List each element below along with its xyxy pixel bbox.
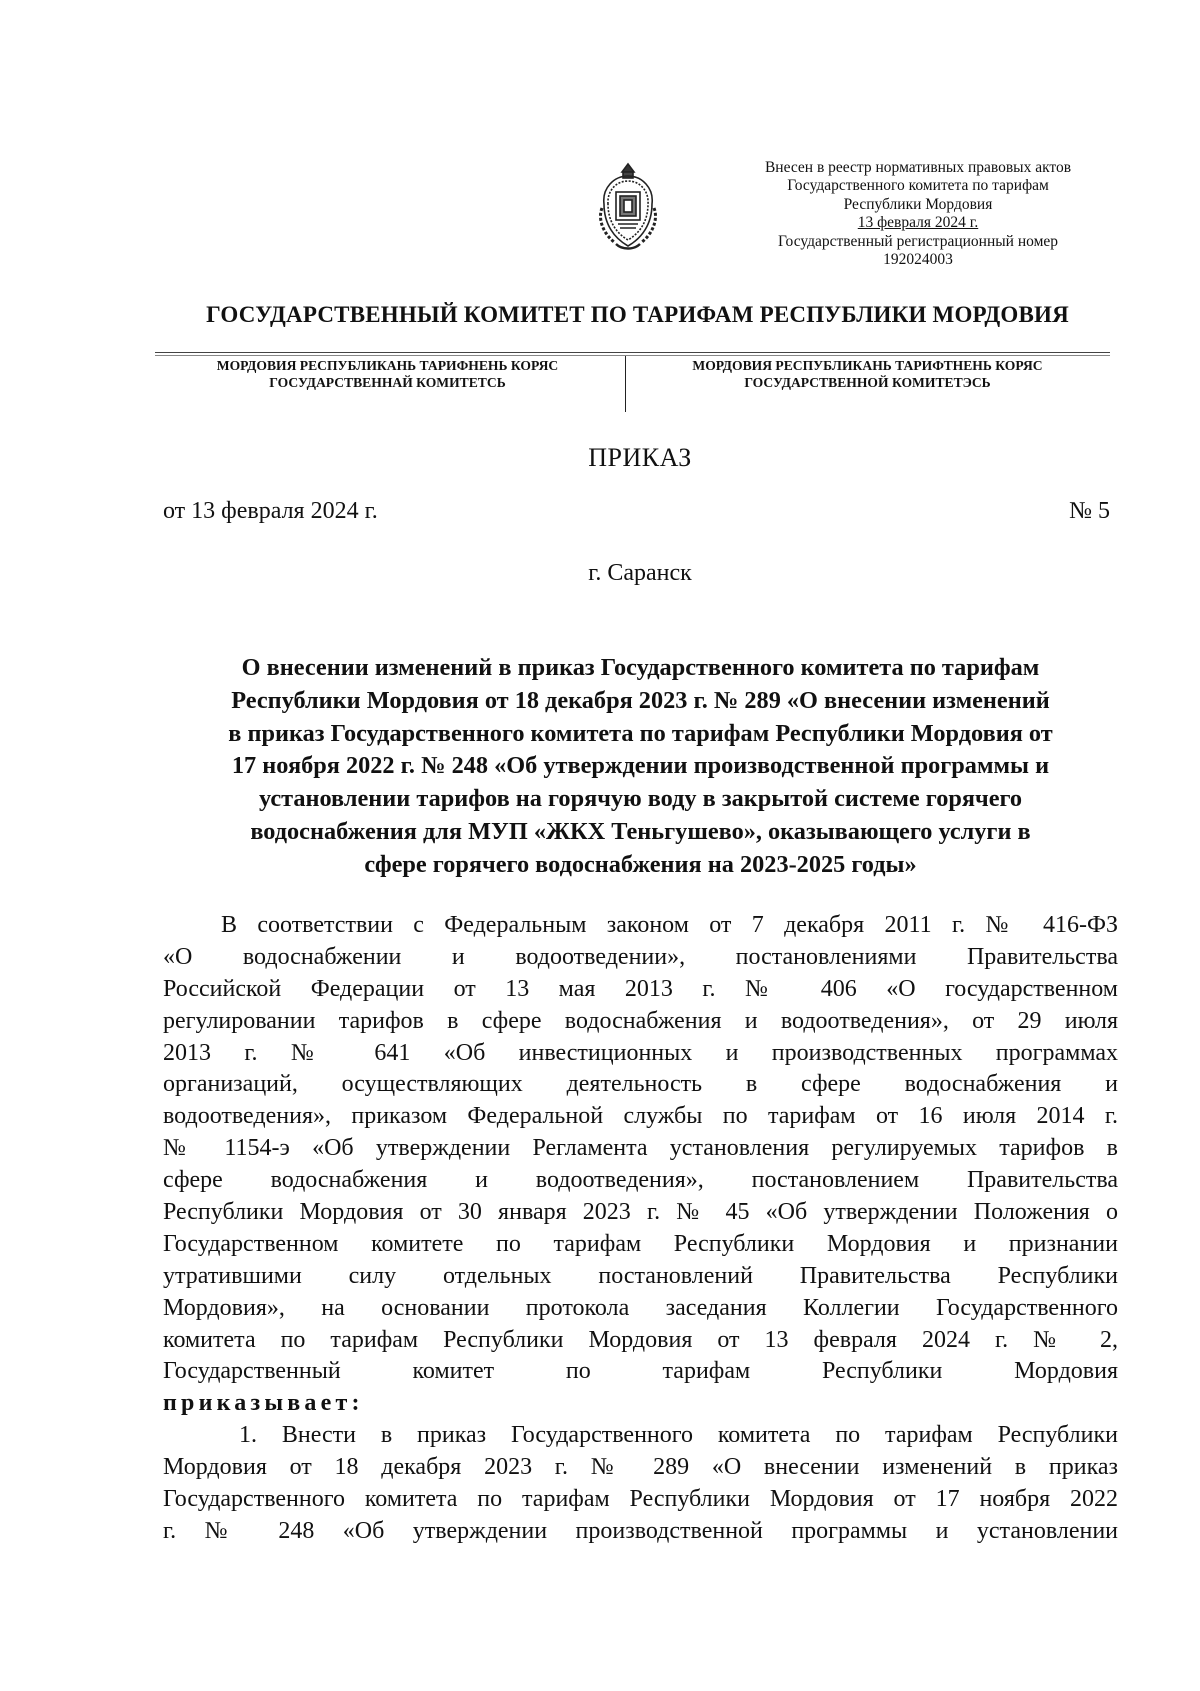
header-divider-thin: [155, 355, 1110, 356]
erzya-line: ГОСУДАРСТВЕННОЙ КОМИТЕТЭСЬ: [744, 375, 991, 390]
header-divider: [155, 352, 1110, 353]
item-line: 1. Внести в приказ Государственного комитета по тарифам Республики: [239, 1422, 1118, 1449]
committee-title: ГОСУДАРСТВЕННЫЙ КОМИТЕТ ПО ТАРИФАМ РЕСПУБЛИКИ МОРДОВИЯ: [206, 302, 1069, 327]
committee-name-moksha: [160, 357, 615, 391]
registry-number-label: Государственный регистрационный номер: [777, 232, 1059, 250]
subject-line: водоснабжения для МУП «ЖКХ Теньгушево», оказывающего услуги в: [250, 817, 1031, 845]
order-subject: [163, 652, 1118, 882]
subject-line: 17 ноября 2022 г. № 248 «Об утверждении производственной программы и: [231, 752, 1050, 780]
subject-line: в приказ Государственного комитета по тарифам Республики Мордовия от: [228, 719, 1053, 747]
preamble-line: Государственный комитет по тарифам Республики Мордовия: [163, 1358, 1118, 1385]
registry-date: 13 февраля 2024 г.: [857, 214, 979, 232]
header-column-divider: [625, 356, 626, 412]
item-line: Мордовия от 18 декабря 2023 г. № 289 «О внесении изменений в приказ: [163, 1454, 1118, 1481]
decree-word-line: [163, 1388, 1118, 1420]
moksha-line: МОРДОВИЯ РЕСПУБЛИКАНЬ ТАРИФНЕНЬ КОРЯС: [216, 358, 559, 373]
subject-line: установлении тарифов на горячую воду в закрытой системе горячего: [258, 785, 1023, 813]
decree-word: приказывает:: [163, 1390, 364, 1417]
registry-number: 192024003: [883, 251, 953, 269]
order-number: № 5: [1069, 498, 1110, 524]
preamble-line: водоотведения», приказом Федеральной службы по тарифам от 16 июля 2014 г.: [163, 1103, 1118, 1130]
moksha-line: ГОСУДАРСТВЕННАЙ КОМИТЕТСЬ: [269, 375, 506, 390]
registry-line: Внесен в реестр нормативных правовых актов: [764, 159, 1072, 176]
subject-line: О внесении изменений в приказ Государственного комитета по тарифам: [241, 654, 1040, 681]
preamble-line: «О водоснабжении и водоотведении», постановлениями Правительства: [163, 943, 1118, 970]
preamble-line: регулировании тарифов в сфере водоснабжения и водоотведения», от 29 июля: [163, 1007, 1118, 1034]
order-title: ПРИКАЗ: [588, 443, 692, 472]
preamble-line: Российской Федерации от 13 мая 2013 г. № 406 «О государственном: [163, 975, 1118, 1002]
order-body: [163, 910, 1118, 1548]
committee-name-erzya: [635, 357, 1100, 391]
registry-line: Республики Мордовия: [843, 195, 993, 213]
erzya-line: МОРДОВИЯ РЕСПУБЛИКАНЬ ТАРИФТНЕНЬ КОРЯС: [692, 358, 1043, 373]
preamble-line: организаций, осуществляющих деятельность в сфере водоснабжения и: [163, 1071, 1118, 1098]
preamble-line: Республики Мордовия от 30 января 2023 г. № 45 «Об утверждении Положения о: [163, 1199, 1118, 1226]
registry-note: [718, 159, 1118, 269]
subject-line: Республики Мордовия от 18 декабря 2023 г. № 289 «О внесении изменений: [231, 686, 1050, 714]
preamble-line: комитета по тарифам Республики Мордовия от 13 февраля 2024 г. № 2,: [163, 1326, 1118, 1353]
order-date: от 13 февраля 2024 г.: [163, 498, 378, 524]
preamble-line: утратившими силу отдельных постановлений Правительства Республики: [163, 1262, 1118, 1289]
preamble-line: Мордовия», на основании протокола заседания Коллегии Государственного: [163, 1294, 1118, 1321]
item-line: г. № 248 «Об утверждении производственной программы и установлении: [163, 1517, 1118, 1544]
item-line: Государственного комитета по тарифам Республики Мордовия от 17 ноября 2022: [163, 1486, 1118, 1513]
coat-of-arms-icon: [596, 158, 660, 254]
registry-line: Государственного комитета по тарифам: [787, 177, 1049, 195]
order-city: г. Саранск: [588, 560, 692, 586]
preamble-line: 2013 г. № 641 «Об инвестиционных и производственных программах: [163, 1039, 1118, 1066]
preamble-line: Государственном комитете по тарифам Республики Мордовия и признании: [163, 1230, 1118, 1257]
preamble-line: В соответствии с Федеральным законом от 7 декабря 2011 г. № 416-ФЗ: [221, 912, 1118, 938]
preamble-line: № 1154-э «Об утверждении Регламента установления регулируемых тарифов в: [163, 1135, 1118, 1162]
preamble-line: сфере водоснабжения и водоотведения», постановлением Правительства: [163, 1167, 1118, 1194]
subject-line: сфере горячего водоснабжения на 2023-2025 годы»: [364, 850, 917, 878]
